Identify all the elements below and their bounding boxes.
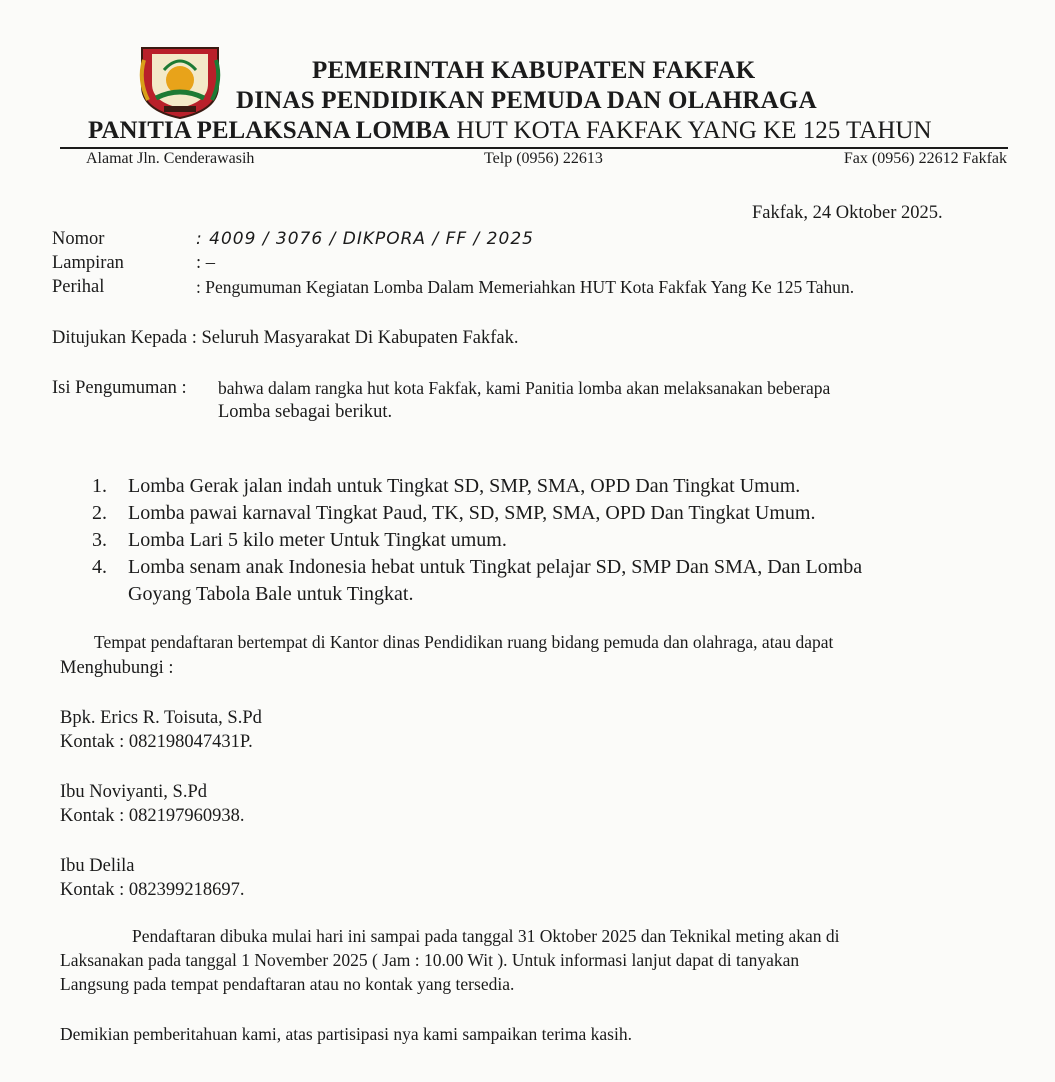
schedule-line-3: Langsung pada tempat pendaftaran atau no kontak yang tersedia. [60, 974, 515, 994]
list-item: Lomba pawai karnaval Tingkat Paud, TK, SD, SMP, SMA, OPD Dan Tingkat Umum. [128, 502, 816, 524]
registration-line-2: Menghubungi : [60, 658, 174, 678]
lampiran-value: : – [196, 253, 216, 273]
content-line-1: bahwa dalam rangka hut kota Fakfak, kami Panitia lomba akan melaksanakan beberapa [218, 378, 831, 398]
list-item: Lomba Gerak jalan indah untuk Tingkat SD, SMP, SMA, OPD Dan Tingkat Umum. [128, 475, 801, 497]
letterhead-department: DINAS PENDIDIKAN PEMUDA DAN OLAHRAGA [236, 87, 817, 114]
letterhead-government: PEMERINTAH KABUPATEN FAKFAK [312, 57, 756, 84]
schedule-line-2: Laksanakan pada tanggal 1 November 2025 ( Jam : 10.00 Wit ). Untuk informasi lanjut dapat di tanyakan [60, 950, 800, 970]
nomor-label: Nomor [52, 229, 105, 249]
contact-name: Bpk. Erics R. Toisuta, S.Pd [60, 708, 262, 728]
perihal-label: Perihal [52, 277, 105, 297]
lampiran-label: Lampiran [52, 253, 124, 273]
perihal-value: : Pengumuman Kegiatan Lomba Dalam Memeriahkan HUT Kota Fakfak Yang Ke 125 Tahun. [196, 277, 855, 297]
list-item-continuation: Goyang Tabola Bale untuk Tingkat. [128, 583, 414, 605]
letterhead-committee-rest: HUT KOTA FAKFAK YANG KE 125 TAHUN [450, 117, 932, 144]
contact-phone: Kontak : 082399218697. [60, 880, 245, 900]
contact-phone: Kontak : 082198047431P. [60, 732, 253, 752]
letterhead-fax: Fax (0956) 22612 Fakfak [843, 150, 1007, 167]
regency-coat-of-arms-icon [134, 40, 226, 120]
list-item-num: 1. [92, 475, 107, 497]
list-item-num: 2. [92, 502, 107, 524]
schedule-line-1: Pendaftaran dibuka mulai hari ini sampai pada tanggal 31 Oktober 2025 dan Teknikal meting akan di [132, 926, 840, 946]
date-place: Fakfak, 24 Oktober 2025. [752, 203, 943, 223]
letterhead-committee-bold: PANITIA PELAKSANA LOMBA [88, 117, 451, 144]
content-line-2: Lomba sebagai berikut. [218, 402, 393, 422]
content-label: Isi Pengumuman : [52, 378, 187, 398]
closing-line: Demikian pemberitahuan kami, atas partisipasi nya kami sampaikan terima kasih. [60, 1024, 632, 1044]
list-item: Lomba Lari 5 kilo meter Untuk Tingkat umum. [128, 529, 507, 551]
nomor-value: : 4009 / 3076 / DIKPORA / FF / 2025 [196, 229, 534, 249]
registration-line-1: Tempat pendaftaran bertempat di Kantor dinas Pendidikan ruang bidang pemuda dan olahraga, atau dapat [94, 632, 834, 652]
list-item: Lomba senam anak Indonesia hebat untuk Tingkat pelajar SD, SMP Dan SMA, Dan Lomba [128, 556, 863, 578]
recipient-line: Ditujukan Kepada : Seluruh Masyarakat Di Kabupaten Fakfak. [52, 328, 519, 348]
contact-name: Ibu Noviyanti, S.Pd [60, 782, 207, 802]
letterhead-phone: Telp (0956) 22613 [484, 150, 603, 167]
contact-name: Ibu Delila [60, 856, 135, 876]
letterhead-committee [88, 117, 932, 145]
list-item-num: 3. [92, 529, 107, 551]
list-item-num: 4. [92, 556, 107, 578]
letterhead-address: Alamat Jln. Cenderawasih [86, 150, 255, 167]
contact-phone: Kontak : 082197960938. [60, 806, 245, 826]
letterhead-divider [60, 147, 1008, 149]
